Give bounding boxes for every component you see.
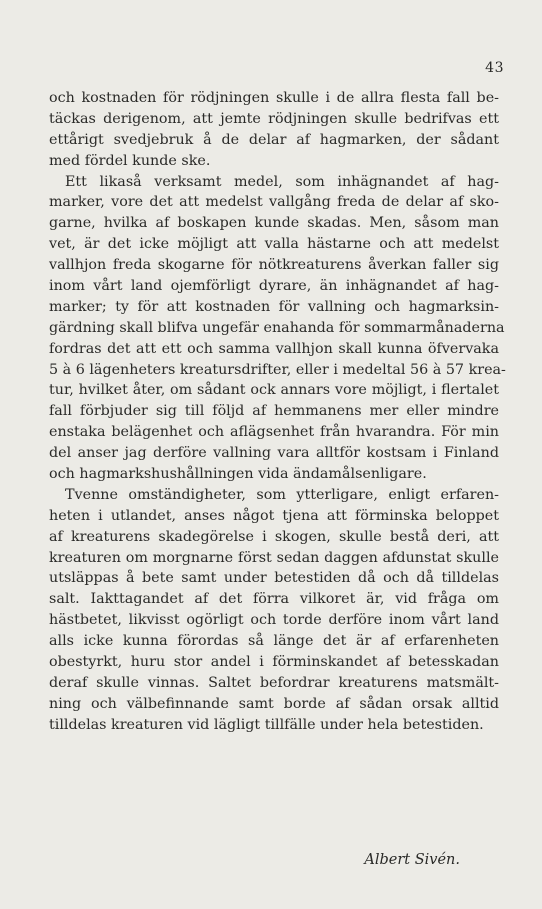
page-number: 43 [485, 60, 504, 76]
text-line: tur, hvilket åter, om sådant ock annars vore möjligt, i flertalet [49, 382, 499, 399]
text-line: marker, vore det att medelst vallgång freda de delar af sko- [49, 194, 499, 211]
text-line: heten i utlandet, anses något tjena att förminska beloppet [49, 507, 499, 524]
text-line: garne, hvilka af boskapen kunde skadas. Men, såsom man [49, 215, 499, 232]
body-text [49, 88, 506, 736]
text-line: fall förbjuder sig till följd af hemmanens mer eller mindre [49, 403, 499, 420]
text-line: gärdning skall blifva ungefär enahanda för sommarmånaderna [49, 319, 505, 336]
text-line: hästbetet, likvisst ogörligt och torde derföre inom vårt land [49, 612, 499, 629]
text-line: 5 à 6 lägenheters kreatursdrifter, eller i medeltal 56 à 57 krea- [49, 361, 506, 378]
text-line: vallhjon freda skogarne för nötkreaturens åverkan faller sig [49, 257, 499, 274]
text-line: ning och välbefinnande samt borde af sådan orsak alltid [49, 695, 499, 712]
text-line: och hagmarkshushållningen vida ändamålsenligare. [49, 466, 427, 483]
text-line: enstaka belägenhet och aflägsenhet från hvarandra. För min [49, 424, 499, 441]
text-line: deraf skulle vinnas. Saltet befordrar kreaturens matsmält- [49, 674, 499, 691]
text-line: inom vårt land ojemförligt dyrare, än inhägnandet af hag- [49, 278, 499, 295]
text-line: med fördel kunde ske. [49, 152, 211, 169]
text-line: kreaturen om morgnarne först sedan daggen afdunstat skulle [49, 549, 499, 566]
text-line: marker; ty för att kostnaden för vallning och hagmarksin- [49, 298, 499, 315]
text-line: tilldelas kreaturen vid lägligt tillfälle under hela betestiden. [49, 716, 484, 733]
text-line: fordras det att ett och samma vallhjon skall kunna öfvervaka [49, 340, 499, 357]
text-line: Tvenne omständigheter, som ytterligare, enligt erfaren- [65, 486, 499, 503]
text-line: del anser jag derföre vallning vara alltför kostsam i Finland [49, 445, 499, 462]
text-line: utsläppas å bete samt under betestiden då och då tilldelas [49, 570, 499, 587]
text-line: Ett likaså verksamt medel, som inhägnandet af hag- [65, 173, 499, 190]
text-line: och kostnaden för rödjningen skulle i de allra flesta fall be- [49, 90, 499, 106]
author-signature: Albert Sivén. [364, 852, 460, 868]
text-line: täckas derigenom, att jemte rödjningen skulle bedrifvas ett [49, 110, 499, 127]
text-line: vet, är det icke möjligt att valla hästarne och att medelst [49, 236, 499, 253]
text-line: af kreaturens skadegörelse i skogen, skulle bestå deri, att [49, 528, 499, 545]
text-line: obestyrkt, huru stor andel i förminskandet af betesskadan [49, 654, 499, 671]
text-line: ettårigt svedjebruk å de delar af hagmarken, der sådant [49, 131, 499, 148]
text-line: salt. Iakttagandet af det förra vilkoret är, vid fråga om [49, 591, 499, 608]
text-line: alls icke kunna förordas så länge det är af erfarenheten [49, 633, 499, 650]
